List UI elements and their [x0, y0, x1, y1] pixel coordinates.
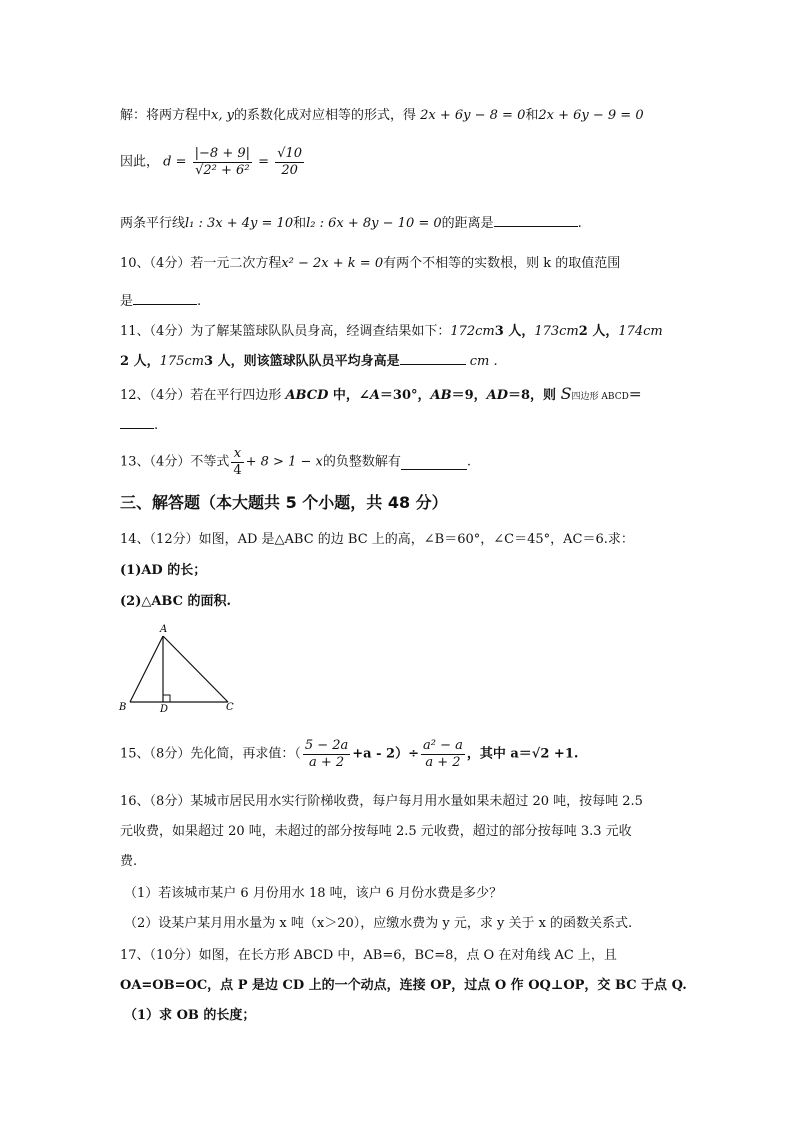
answer-blank-parallel[interactable]: [494, 212, 578, 227]
q12-ad: AD: [486, 388, 508, 403]
label-d: D: [160, 704, 169, 714]
q11-height-3: 174cm: [618, 324, 663, 339]
q12-abcd: ABCD: [285, 388, 329, 403]
parallel-lines-question: [120, 212, 582, 234]
q13-inequality: + 8 > 1 − x: [245, 454, 323, 470]
right-angle-mark: [163, 695, 170, 702]
equals-sign: =: [258, 154, 270, 170]
q11-end: .: [493, 354, 498, 369]
question-11-line-2: [120, 350, 498, 372]
fraction-1-denominator: √2² + 6²: [195, 163, 250, 178]
question-15: [120, 738, 578, 771]
distance-fraction-2: [275, 146, 304, 179]
q12-a: A: [369, 388, 380, 403]
parallel-end: .: [577, 216, 582, 231]
fraction-2-denominator: 20: [281, 163, 298, 178]
q13-suffix: 的负整数解有: [322, 454, 401, 470]
q15-fraction-1-numerator: 5 − 2a: [304, 738, 349, 753]
q12-text-b: 中，∠: [328, 388, 370, 403]
question-14-line-1: 14、（12分）如图，AD 是△ABC 的边 BC 上的高，∠B＝60°，∠C＝45°，AC＝6.求：: [120, 532, 634, 547]
q15-middle: +a - 2）÷: [352, 746, 419, 762]
q11-people-1: 3 人，: [494, 324, 535, 339]
solution-middle: 的系数化成对应相等的形式，得: [233, 108, 416, 123]
question-17-part-1: [124, 1006, 255, 1026]
q10-equation: x² − 2x + k = 0: [281, 256, 384, 271]
answer-blank-q12[interactable]: [120, 414, 154, 429]
side-ac: [163, 636, 228, 702]
q10-number: 10、（4分）若一元二次方程: [120, 256, 282, 271]
q16-line-3: 费.: [120, 854, 138, 869]
q15-fraction-1-denominator: a + 2: [308, 755, 345, 770]
solution-vars: x, y: [211, 108, 234, 123]
q15-fraction-2-denominator: a + 2: [425, 755, 461, 770]
q11-unit: cm: [469, 354, 490, 369]
line-l1: l₁ : 3x + 4y = 10: [185, 216, 294, 231]
question-10-line-1: [120, 254, 620, 274]
answer-blank-q13[interactable]: [401, 455, 467, 470]
q15-prefix: 15、（8分）先化简，再求值：（: [120, 746, 301, 762]
question-16-part-2: [124, 914, 632, 934]
d-label: d =: [163, 154, 187, 170]
question-17-line-1: [120, 946, 617, 966]
q12-ab: AB: [430, 388, 452, 403]
fraction-2-numerator: √10: [277, 146, 303, 161]
fraction-1-numerator: |−8 + 9|: [194, 146, 251, 161]
answer-blank-q11[interactable]: [400, 350, 466, 365]
question-14-part-2: (2)△ABC 的面积.: [120, 594, 232, 609]
side-ab: [130, 636, 163, 702]
q11-height-1: 172cm: [450, 324, 495, 339]
question-12-line-2: [120, 414, 158, 436]
equation-1: 2x + 6y − 8 = 0: [420, 108, 526, 123]
q16-part-1: （1）若该城市某户 6 月份用水 18 吨，该户 6 月份水费是多少？: [124, 886, 503, 901]
q11-height-2: 173cm: [534, 324, 579, 339]
q13-fraction: [231, 446, 243, 479]
q13-denominator: 4: [233, 463, 242, 478]
label-c: C: [226, 702, 234, 713]
label-b: B: [119, 702, 127, 713]
q10-is: 是: [120, 294, 134, 309]
label-a: A: [160, 624, 168, 635]
q16-part-2: （2）设某户某月用水量为 x 吨（x＞20），应缴水费为 y 元，求 y 关于 x 的函数关系式.: [124, 916, 633, 931]
q13-numerator: x: [231, 446, 243, 463]
q17-line-2: OA=OB=OC，点 P 是边 CD 上的一个动点，连接 OP，过点 O 作 OQ⊥OP，交 BC 于点 Q.: [120, 978, 687, 993]
q12-s-subscript: 四边形 ABCD: [571, 392, 629, 402]
equation-2: 2x + 6y − 9 = 0: [538, 108, 644, 123]
q11-people-4: 3 人，则该篮球队队员平均身高是: [204, 354, 400, 369]
question-14-part-1: (1)AD 的长；: [120, 563, 207, 578]
q17-line-1: 17、（10分）如图，在长方形 ABCD 中，AB=6，BC=8，点 O 在对角线 AC 上，且: [120, 948, 617, 963]
question-17-line-2: [120, 976, 687, 996]
question-13: [120, 446, 471, 479]
q11-text: 11、（4分）为了解某篮球队队员身高，经调查结果如下：: [120, 324, 451, 339]
solution-line-1: [120, 106, 644, 126]
solution-prefix: 解：将两方程中: [120, 108, 212, 123]
solution-therefore: 因此，: [120, 154, 160, 170]
question-16-line-1: [120, 792, 643, 812]
q17-part-1: （1）求 OB 的长度；: [124, 1008, 256, 1023]
solution-line-2: [120, 146, 306, 179]
q12-s: S: [560, 384, 572, 403]
and-1: 和: [525, 108, 539, 123]
q15-fraction-2: [421, 738, 465, 771]
q15-fraction-2-numerator: a² − a: [422, 738, 463, 753]
section-3-heading: 三、解答题（本大题共 5 个小题，共 48 分）: [120, 493, 448, 512]
q16-line-1: 16、（8分）某城市居民用水实行阶梯收费，每户每月用水量如果未超过 20 吨，按每吨 2.5: [120, 794, 643, 809]
parallel-and: 和: [293, 216, 307, 231]
q12-text-a: 12、（4分）若在平行四边形: [120, 388, 286, 403]
question-11-line-1: [120, 322, 663, 342]
question-16-line-3: [120, 852, 137, 872]
q12-text-d: ＝9，: [451, 388, 487, 403]
q11-people-3: 2 人，: [120, 354, 160, 369]
q13-prefix: 13、（4分）不等式: [120, 454, 230, 470]
distance-fraction-1: [193, 146, 252, 179]
answer-blank-q10[interactable]: [133, 290, 197, 305]
q13-end: .: [466, 454, 471, 470]
q12-text-e: ＝8，则: [508, 388, 561, 403]
q15-suffix: ，其中 a＝√2 +1.: [466, 746, 579, 762]
q12-end: .: [154, 418, 159, 433]
question-16-line-2: [120, 822, 632, 842]
q15-fraction-1: [303, 738, 350, 771]
triangle-figure: [116, 622, 246, 714]
q11-people-2: 2 人，: [578, 324, 619, 339]
question-12-line-1: [120, 384, 642, 407]
parallel-suffix: 的距离是: [441, 216, 494, 231]
q16-line-2: 元收费，如果超过 20 吨，未超过的部分按每吨 2.5 元收费，超过的部分按每吨 3.3 元收: [120, 824, 632, 839]
q11-height-4: 175cm: [159, 354, 204, 369]
q10-text: 有两个不相等的实数根，则 k 的取值范围: [383, 256, 621, 271]
q12-equals: ＝: [628, 388, 642, 403]
question-16-part-1: [124, 884, 502, 904]
line-l2: l₂ : 6x + 8y − 10 = 0: [306, 216, 442, 231]
q12-text-c: ＝30°，: [379, 388, 431, 403]
question-10-line-2: [120, 290, 201, 312]
q10-end: .: [197, 294, 202, 309]
parallel-prefix: 两条平行线: [120, 216, 186, 231]
